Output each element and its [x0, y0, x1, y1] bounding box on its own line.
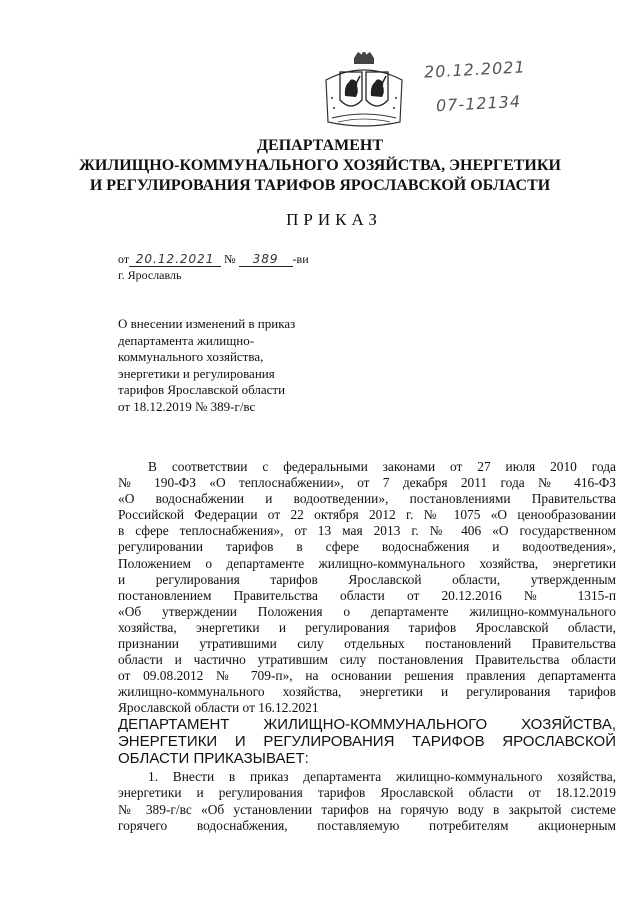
body-line: «О водоснабжении и водоотведении», постановлениями Правительства: [118, 491, 616, 507]
item-line: горячего водоснабжения, поставляемую потребителям акционерным: [118, 818, 616, 834]
city-label: г. Ярославль: [118, 268, 182, 282]
subject-line: тарифов Ярославской области: [118, 382, 286, 397]
subject-line: О внесении изменений в приказ: [118, 316, 296, 331]
body-line: Российской Федерации от 22 октября 2012 г. № 1075 «О ценообразовании: [118, 507, 616, 523]
subject-line: энергетики и регулирования: [118, 365, 275, 381]
order-subject: [118, 316, 338, 415]
body-line: признании утратившими силу отдельных постановлений Правительства: [118, 636, 616, 652]
item-line: энергетики и регулирования тарифов Ярославской области от 18.12.2019: [118, 785, 616, 801]
body-line: Положением о департаменте жилищно-коммунального хозяйства, энергетики: [118, 555, 616, 571]
item-1-paragraph: [118, 769, 616, 835]
handwritten-reg-number: 07-12134: [435, 91, 522, 116]
number-label: №: [224, 252, 236, 266]
body-line: и регулирования тарифов Ярославской области, утвержденным: [118, 571, 616, 587]
body-line: жилищно-коммунального хозяйства, энергетики и регулирования тарифов: [118, 684, 616, 700]
dept-line: ДЕПАРТАМЕНТ ЖИЛИЩНО-КОММУНАЛЬНОГО ХОЗЯЙСТВА,: [118, 716, 616, 733]
preamble-paragraph: [118, 459, 616, 717]
item-line: 1. Внести в приказ департамента жилищно-коммунального хозяйства,: [148, 769, 616, 784]
subject-line: от 18.12.2019 № 389-г/вс: [118, 398, 256, 414]
header-line-2: ЖИЛИЩНО-КОММУНАЛЬНОГО ХОЗЯЙСТВА, ЭНЕРГЕТИКИ: [79, 157, 561, 174]
order-number: 389: [239, 252, 293, 267]
header-department: ДЕПАРТАМЕНТ: [257, 137, 383, 154]
body-line: постановлением Правительства области от 20.12.2016 № 1315-п: [118, 587, 616, 603]
header-line-3: И РЕГУЛИРОВАНИЯ ТАРИФОВ ЯРОСЛАВСКОЙ ОБЛАСТИ: [89, 177, 551, 194]
subject-line: коммунального хозяйства,: [118, 349, 264, 364]
body-line: области и частично утратившим силу постановления Правительства области: [118, 652, 616, 668]
body-line: В соответствии с федеральными законами от 27 июля 2010 года: [148, 459, 616, 474]
body-line: в сфере теплоснабжения», от 13 мая 2013 г. № 406 «О государственном: [118, 523, 616, 539]
body-line: регулировании тарифов в сфере водоснабжения и водоотведения»,: [118, 539, 616, 555]
order-date-number-line: [118, 252, 309, 267]
order-suffix: -ви: [292, 252, 309, 266]
handwritten-date: 20.12.2021: [423, 57, 527, 82]
order-date: 20.12.2021: [129, 252, 221, 267]
department-orders-block: [118, 716, 616, 767]
body-line: № 190-ФЗ «О теплоснабжении», от 7 декабря 2011 года № 416-ФЗ: [118, 475, 616, 491]
order-title: ПРИКАЗ: [286, 210, 382, 229]
body-line: от 09.08.2012 № 709-п», на основании решения правления департамента: [118, 668, 616, 684]
from-label: от: [118, 252, 130, 266]
body-line: хозяйства, энергетики и регулирования тарифов Ярославской области,: [118, 619, 616, 635]
dept-line: ОБЛАСТИ ПРИКАЗЫВАЕТ:: [118, 750, 309, 767]
body-line: Ярославской области от 16.12.2021: [118, 700, 319, 716]
dept-line: ЭНЕРГЕТИКИ И РЕГУЛИРОВАНИЯ ТАРИФОВ ЯРОСЛАВСКОЙ: [118, 733, 616, 750]
body-line: «Об утверждении Положения о департаменте жилищно-коммунального: [118, 603, 616, 619]
subject-line: департамента жилищно-: [118, 332, 255, 348]
item-line: № 389-г/вс «Об установлении тарифов на горячую воду в закрытой системе: [118, 801, 616, 817]
coat-of-arms-emblem: [318, 50, 410, 130]
